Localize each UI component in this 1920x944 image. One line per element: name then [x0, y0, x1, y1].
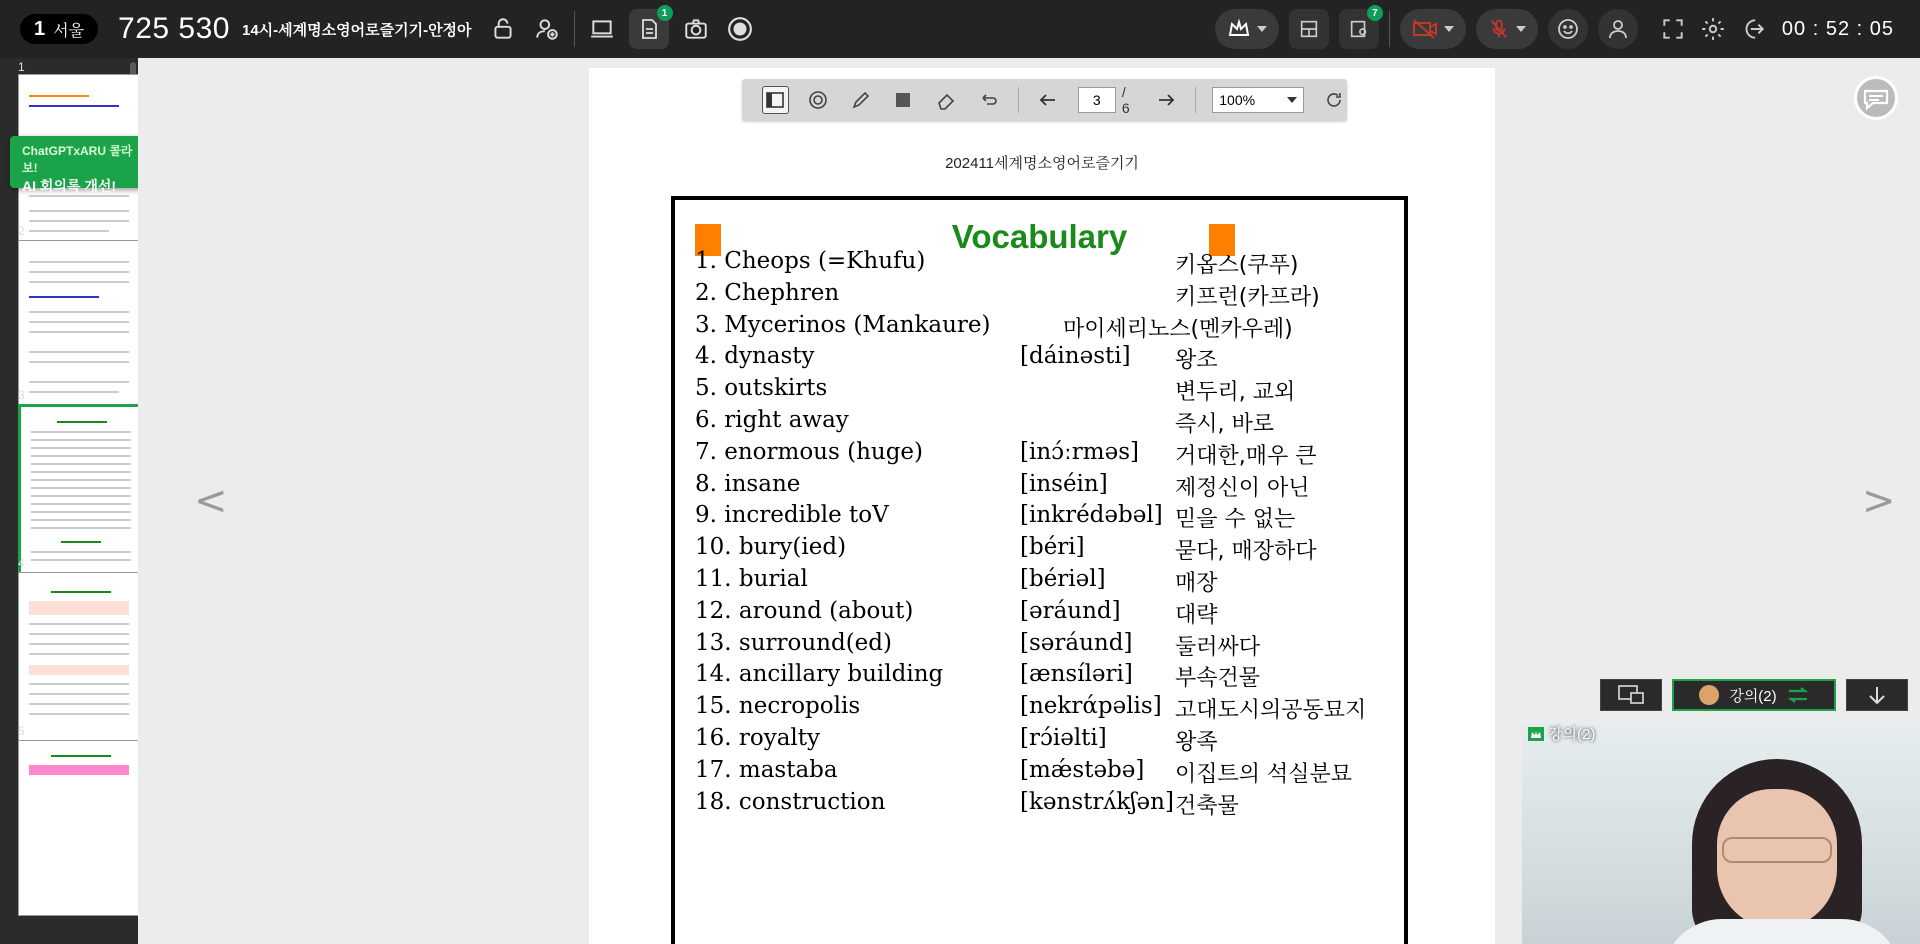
vocab-word: 10. bury(ied) — [695, 534, 847, 561]
exit-icon[interactable] — [1736, 12, 1770, 46]
rotate-button[interactable] — [1320, 86, 1347, 114]
vocab-pronunciation: [inkrédəbəl] — [1020, 502, 1163, 529]
vocab-word: 17. mastaba — [695, 756, 838, 783]
vocab-meaning: 대략 — [1175, 602, 1218, 628]
document-header: 202411세계명소영어로즐기기 — [945, 155, 1139, 172]
next-page-arrow[interactable]: > — [1862, 478, 1896, 524]
smiley-icon — [1556, 17, 1580, 41]
sidebar-toggle-icon — [765, 90, 785, 110]
arrow-down-icon — [1866, 684, 1888, 706]
vocab-word: 7. enormous (huge) — [695, 438, 924, 465]
vocab-word: 2. Chephren — [695, 279, 840, 306]
vocab-meaning: 둘러싸다 — [1175, 634, 1261, 660]
layout-button[interactable] — [1289, 9, 1329, 49]
zoom-select[interactable] — [1212, 87, 1304, 113]
vocabulary-box — [671, 196, 1408, 944]
prev-page-button[interactable] — [1035, 86, 1062, 114]
vocab-meaning: 부속건물 — [1175, 666, 1261, 692]
vocab-word: 11. burial — [695, 566, 808, 592]
thumb-number: 5 — [18, 724, 25, 738]
speaker-select-button[interactable] — [1672, 679, 1836, 711]
eraser-button[interactable] — [933, 86, 960, 114]
vocab-word: 13. surround(ed) — [695, 629, 892, 656]
vocab-pronunciation: [béri] — [1020, 534, 1085, 561]
arrow-right-icon — [1156, 90, 1176, 110]
chat-button[interactable] — [1854, 76, 1898, 120]
user-icon — [1606, 17, 1630, 41]
document-badge: 1 — [657, 5, 673, 21]
vocab-meaning: 매장 — [1175, 571, 1218, 596]
eraser-icon — [936, 90, 956, 110]
thumbnail-page-5[interactable] — [18, 740, 138, 916]
vocab-pronunciation: [inséin] — [1020, 470, 1108, 497]
pdf-toolbar — [742, 79, 1347, 121]
crown-icon — [1528, 727, 1544, 741]
profile-button[interactable] — [1598, 9, 1638, 49]
host-menu-dropdown[interactable] — [1215, 9, 1279, 49]
vocab-meaning: 즉시, 바로 — [1175, 412, 1274, 437]
vocab-word: 6. right away — [695, 407, 849, 433]
color-button[interactable] — [890, 86, 917, 114]
vocab-word: 15. necropolis — [695, 693, 861, 720]
video-participant-label — [1528, 723, 1595, 744]
vocab-word: 16. royalty — [695, 725, 821, 751]
promo-line-1: ChatGPTxARU 콜라보! — [22, 144, 133, 175]
vocab-word: 18. construction — [695, 788, 886, 815]
camera-icon[interactable] — [679, 12, 713, 46]
vocab-meaning: 왕족 — [1175, 730, 1218, 755]
vocab-pronunciation: [kənstrʌ́kʃən] — [1020, 788, 1174, 815]
refresh-icon — [1324, 90, 1344, 110]
room-badge[interactable] — [20, 14, 98, 44]
screen-share-icon — [1617, 684, 1645, 706]
participants-icon — [1348, 18, 1370, 40]
top-bar — [0, 0, 1920, 58]
reaction-button[interactable] — [1548, 9, 1588, 49]
vocab-meaning: 묻다, 매장하다 — [1175, 539, 1317, 565]
room-id: 725 530 — [118, 12, 230, 45]
video-name: 강의(2) — [1548, 726, 1596, 743]
speaker-label: 강의(2) — [1729, 687, 1777, 705]
mic-off-icon — [1488, 18, 1510, 40]
crown-icon — [1227, 17, 1251, 41]
vocab-word: 9. incredible toV — [695, 502, 889, 529]
thumb-number: 3 — [18, 388, 25, 402]
vocab-meaning: 믿을 수 없는 — [1175, 507, 1296, 533]
vocab-row — [695, 789, 1395, 827]
vocab-word: 3. Mycerinos (Mankaure) — [695, 311, 991, 338]
promo-line-2: AI 회의록 개선! — [22, 178, 117, 194]
color-swatch-icon — [893, 90, 913, 110]
document-button[interactable] — [629, 9, 669, 49]
vocab-pronunciation: [nekrάpəlis] — [1020, 693, 1162, 720]
invite-user-icon[interactable] — [530, 12, 564, 46]
vocab-pronunciation: [səráund] — [1020, 629, 1133, 656]
thumb-number: 4 — [18, 556, 25, 570]
vocab-word: 12. around (about) — [695, 597, 914, 624]
vocab-word: 5. outskirts — [695, 375, 828, 402]
vocab-pronunciation: [inɔ́ːrməs] — [1020, 438, 1139, 465]
pen-button[interactable] — [847, 86, 874, 114]
vocab-meaning: 건축물 — [1175, 793, 1239, 819]
vocab-meaning: 키옵스(쿠푸) — [1175, 253, 1299, 278]
room-title: 14시-세계명소영어로즐기기-안정아 — [242, 21, 472, 39]
collapse-video-button[interactable] — [1846, 679, 1908, 711]
thumb-number: 2 — [18, 224, 25, 238]
room-city: 서울 — [53, 22, 85, 40]
vocab-meaning: 변두리, 교외 — [1175, 380, 1296, 406]
vocab-meaning: 이집트의 석실분묘 — [1175, 761, 1353, 787]
sidebar-toggle-button[interactable] — [762, 86, 789, 114]
thumb-number: 1 — [18, 60, 25, 74]
clear-all-button[interactable] — [975, 86, 1002, 114]
page-total: / 6 — [1121, 84, 1130, 116]
vocab-pronunciation: [mǽstəbə] — [1020, 756, 1145, 783]
chat-icon — [1857, 79, 1895, 117]
layout-icon — [1298, 18, 1320, 40]
vocab-pronunciation: [bériəl] — [1020, 566, 1106, 592]
video-tile[interactable] — [1522, 719, 1920, 944]
record-icon[interactable] — [723, 12, 757, 46]
document-icon — [637, 17, 661, 41]
fullscreen-icon[interactable] — [1656, 12, 1690, 46]
next-page-button[interactable] — [1153, 86, 1180, 114]
gear-icon[interactable] — [1696, 12, 1730, 46]
zoom-value: 100% — [1219, 92, 1256, 108]
vocab-meaning: 마이세리노스(멘카우레) — [1063, 316, 1293, 342]
undo-all-icon — [979, 90, 999, 110]
document-page — [589, 68, 1495, 944]
video-off-dropdown[interactable] — [1400, 9, 1466, 49]
participants-button[interactable] — [1339, 9, 1379, 49]
room-number: 1 — [34, 17, 46, 40]
pointer-button[interactable] — [805, 86, 832, 114]
vocab-pronunciation: [rɔ́iəlti] — [1020, 725, 1107, 751]
vocab-word: 8. insane — [695, 470, 801, 497]
lock-share-icon[interactable] — [486, 12, 520, 46]
promo-banner[interactable] — [10, 136, 138, 194]
laptop-icon[interactable] — [585, 12, 619, 46]
vocab-meaning: 제정신이 아닌 — [1175, 475, 1310, 501]
vocab-meaning: 거대한,매우 큰 — [1175, 443, 1317, 469]
thumbnail-page-2[interactable] — [18, 240, 138, 416]
vocab-word: 14. ancillary building — [695, 661, 944, 688]
prev-page-arrow[interactable]: < — [194, 478, 228, 524]
vocab-pronunciation: [dáinəsti] — [1020, 343, 1131, 370]
vocab-word: 1. Cheops (=Khufu) — [695, 248, 926, 274]
avatar — [1699, 685, 1719, 705]
session-timer: 00 : 52 : 05 — [1781, 17, 1894, 40]
target-icon — [808, 90, 828, 110]
screen-layout-button[interactable] — [1600, 679, 1662, 711]
vocab-meaning: 고대도시의공동묘지 — [1175, 698, 1367, 724]
camera-controls — [1600, 679, 1908, 711]
thumbnail-page-3[interactable] — [18, 404, 138, 580]
participants-badge: 7 — [1367, 5, 1383, 21]
vocab-pronunciation: [əráund] — [1020, 597, 1121, 624]
thumbnail-page-4[interactable] — [18, 572, 138, 748]
pen-icon — [851, 90, 871, 110]
page-number-input[interactable]: 3 — [1078, 87, 1116, 113]
video-off-icon — [1412, 18, 1438, 40]
vocabulary-title: Vocabulary — [951, 218, 1128, 255]
vocab-meaning: 키프런(카프라) — [1175, 284, 1320, 310]
mic-off-dropdown[interactable] — [1476, 9, 1538, 49]
arrow-left-icon — [1038, 90, 1058, 110]
page-thumbnail-sidebar — [0, 58, 138, 944]
vocab-meaning: 왕조 — [1175, 348, 1218, 374]
vocab-word: 4. dynasty — [695, 343, 815, 370]
swap-icon — [1787, 686, 1809, 704]
vocab-pronunciation: [ænsíləri] — [1020, 661, 1133, 688]
